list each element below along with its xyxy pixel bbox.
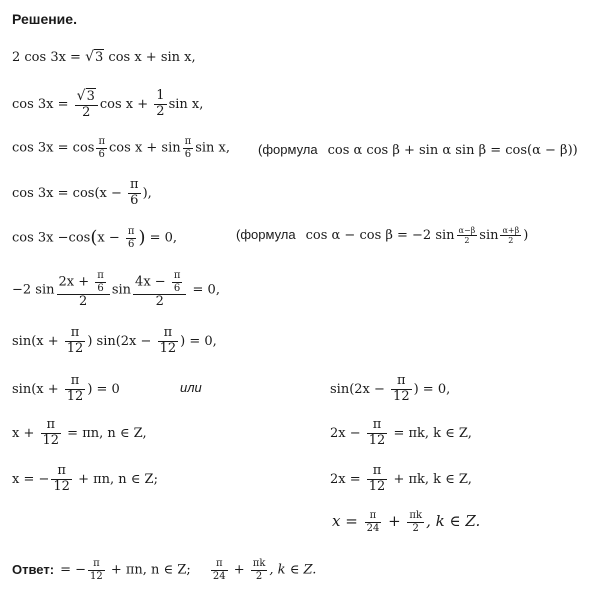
equation-7	[12, 326, 217, 357]
formula-part-a: cos α − cos β = −2 sin	[305, 228, 455, 244]
eq5-lhs: cos 3x −cos	[12, 230, 91, 246]
equation-9-right	[330, 418, 472, 449]
eq3-mid: cos x + sin	[109, 140, 181, 156]
fraction-1-over-2: $\frac{1}{2}$	[156, 88, 165, 119]
fraction-pi-over-12: $\frac{\pi}{12}$	[66, 373, 84, 404]
fraction-pi-over-6: $\frac{\pi}{6}$	[184, 136, 192, 160]
open-paren: (	[90, 227, 98, 248]
fraction-pi-over-12: $\frac{\pi}{12}$	[53, 463, 70, 494]
fraction-pi-over-24: $\frac{\pi}{24}$	[212, 558, 226, 582]
eq7-b: ) sin(2x −	[87, 333, 156, 349]
equation-6	[12, 270, 220, 310]
formula-note-1	[258, 143, 578, 157]
eq7-c: ) = 0,	[180, 333, 217, 349]
fraction-pi-over-6: $\frac{\pi}{6}$	[98, 136, 106, 160]
eq9r-a: 2x −	[330, 425, 365, 441]
eq11r-b: , k ∈ Z.	[426, 512, 481, 530]
eq3-rest: sin x,	[195, 140, 231, 156]
fraction-4x-minus-pi6-over-2: 4x − $\frac{\pi}{6}$ 2	[133, 270, 186, 310]
eq9r-b: = πk, k ∈ Z,	[389, 425, 472, 441]
equation-11-right	[332, 510, 480, 534]
fraction-sqrt3-over-2: $\frac{√3}{2}$	[75, 88, 98, 121]
equation-10-right	[330, 464, 472, 495]
eq7-a: sin(x +	[12, 333, 63, 349]
eq1-rest: cos x + sin x,	[108, 50, 196, 65]
eq10r-a: 2x =	[330, 471, 365, 487]
fraction-pi-over-12: $\frac{\pi}{12}$	[42, 417, 60, 448]
eq4-lhs: cos 3x = cos(x −	[12, 185, 127, 201]
formula-note-2	[236, 226, 528, 245]
fraction-2x-plus-pi6-over-2: 2x + $\frac{\pi}{6}$ 2	[57, 270, 110, 310]
answer-a: = −	[60, 562, 86, 578]
close-paren: )	[138, 227, 146, 248]
eq8l-b: ) = 0	[87, 381, 120, 397]
answer-c: , k ∈ Z.	[269, 562, 317, 578]
formula-part-c: )	[523, 228, 529, 244]
fraction-pik-over-2: $\frac{\pi k}{2}$	[252, 558, 266, 582]
answer-mid: +	[229, 562, 249, 578]
equation-10-left	[12, 464, 158, 495]
eq6-rest: = 0,	[188, 282, 220, 298]
fraction-pi-over-12: $\frac{\pi}{12}$	[159, 325, 177, 356]
fraction-alpha-plus-beta: $\frac{\alpha+\beta}{2}$	[502, 226, 520, 246]
eq1-lhs: 2 cos 3x =	[12, 50, 86, 65]
equation-2	[12, 88, 203, 121]
fraction-pi-over-12: $\frac{\pi}{12}$	[368, 417, 386, 448]
fraction-pi-over-12: $\frac{\pi}{12}$	[393, 373, 410, 404]
answer-label: Ответ:	[12, 561, 55, 577]
eq2-mid: cos x +	[99, 96, 153, 112]
equation-5	[12, 226, 177, 250]
fraction-pi-over-12: $\frac{\pi}{12}$	[368, 463, 386, 494]
fraction-pi-over-6: $\frac{\pi}{6}$	[130, 177, 139, 208]
eq3-lhs: cos 3x = cos	[12, 140, 95, 156]
eq10r-b: + πk, k ∈ Z,	[389, 471, 472, 487]
formula-cos-difference: cos α cos β + sin α sin β = cos(α − β))	[327, 143, 578, 158]
equation-4	[12, 178, 152, 209]
eq5-inner: x −	[97, 230, 124, 246]
formula-label: (формула	[236, 227, 296, 243]
answer-b: + πn, n ∈ Z;	[106, 562, 191, 578]
eq9l-b: = πn, n ∈ Z,	[63, 425, 147, 441]
eq2-lhs: cos 3x =	[12, 96, 73, 112]
eq4-rest: ),	[142, 185, 152, 201]
fraction-pi-over-12: $\frac{\pi}{12}$	[66, 325, 84, 356]
equation-1	[12, 50, 196, 64]
eq10l-b: + πn, n ∈ Z;	[73, 471, 158, 487]
equation-8-right	[330, 374, 450, 405]
eq11r-mid: +	[383, 512, 406, 530]
equation-9-left	[12, 418, 147, 449]
eq6-lhs: −2 sin	[12, 282, 55, 298]
eq9l-a: x +	[12, 425, 39, 441]
answer-line	[12, 558, 316, 582]
eq11r-a: x =	[332, 512, 363, 530]
eq10l-a: x = −	[12, 471, 50, 487]
eq8l-a: sin(x +	[12, 381, 63, 397]
eq5-rest: = 0,	[145, 230, 178, 246]
fraction-alpha-minus-beta: $\frac{\alpha-\beta}{2}$	[458, 226, 476, 246]
fraction-pi-over-6: $\frac{\pi}{6}$	[127, 226, 135, 250]
equation-3	[12, 136, 230, 160]
formula-label: (формула	[258, 142, 318, 157]
formula-part-b: sin	[479, 228, 499, 244]
eq6-mid: sin	[111, 282, 132, 298]
eq2-rest: sin x,	[168, 96, 204, 112]
eq8r-a: sin(2x −	[330, 381, 390, 397]
sqrt-3: √3	[85, 49, 104, 65]
or-word: или	[180, 380, 202, 395]
equation-8-left	[12, 374, 120, 405]
solution-title: Решение.	[12, 11, 77, 27]
fraction-pi-over-12: $\frac{\pi}{12}$	[89, 558, 103, 582]
fraction-pik-over-2: $\frac{\pi k}{2}$	[409, 510, 423, 534]
fraction-pi-over-24: $\frac{\pi}{24}$	[366, 510, 380, 534]
eq8r-b: ) = 0,	[413, 381, 451, 397]
